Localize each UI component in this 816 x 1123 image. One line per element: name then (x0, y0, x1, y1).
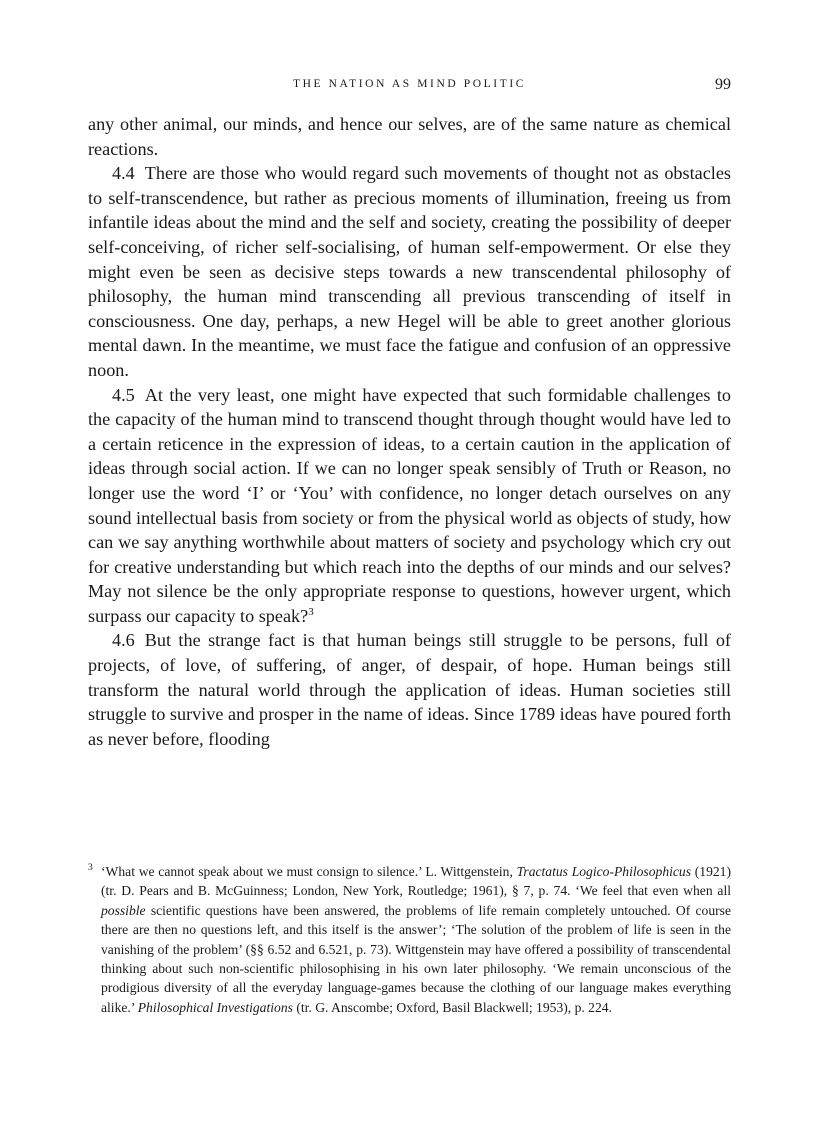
running-head (88, 76, 731, 96)
footnote-reference[interactable]: 3 (308, 605, 314, 618)
paragraph-4-5 (88, 383, 731, 629)
continuation-paragraph: any other animal, our minds, and hence our selves, are of the same nature as chemical reactions. (88, 114, 731, 159)
footnote-text: (tr. G. Anscombe; Oxford, Basil Blackwell; 1953), p. 224. (292, 999, 612, 1015)
body-text (88, 112, 731, 751)
footnote-text: ‘What we cannot speak about we must consign to silence.’ L. Wittgenstein, (101, 864, 517, 879)
paragraph-text: At the very least, one might have expected that such formidable challenges to the capacity of the human mind to transcend thought through thought would have led to a certain reticence in the expression of ideas, to a certain caution in the application of ideas through social action. If we can no longer speak sensibly of Truth or Reason, no longer use the word ‘I’ or ‘You’ with confidence, no longer detach ourselves on any sound intellectual basis from society or from the physical world as objects of study, how can we say anything worthwhile about matters of society and psychology which cry out for creative understanding but which reach into the depths of our minds and our selves? May not silence be the only appropriate response to questions, however urgent, which surpass our capacity to speak? (88, 384, 731, 626)
section-number: 4.4 (112, 163, 135, 184)
paragraph-4-6 (88, 628, 731, 751)
running-title: THE NATION AS MIND POLITIC (292, 78, 527, 90)
work-title: Philosophical Investigations (137, 999, 293, 1015)
paragraph-text: There are those who would regard such movements of thought not as obstacles to self-transcendence, but rather as precious moments of illumination, freeing us from infantile ideas about the mind and the self and society, creating the possibility of deeper self-conceiving, of richer self-socialising, of human self-empowerment. Or else they might even be seen as decisive steps towards a new transcendental philosophy of philosophy, the human mind transcending all previous transcending of itself in consciousness. One day, perhaps, a new Hegel will be able to greet another glorious mental dawn. In the meantime, we must face the fatigue and confusion of an oppressive noon. (88, 163, 731, 380)
footnote-text: (1921) (tr. D. Pears and B. McGuinness; London, New York, Routledge; 1961), § 7, p. 74. ‘We feel that even when all (101, 864, 731, 899)
page-number: 99 (715, 76, 731, 93)
work-title: Tractatus Logico-Philosophicus (516, 864, 692, 879)
emphasis: possible (101, 902, 146, 918)
paragraph-text: But the strange fact is that human beings still struggle to be persons, full of projects, of love, of suffering, of anger, of despair, of hope. Human beings still transform the natural world through the application of ideas. Human societies still struggle to survive and prosper in the name of ideas. Since 1789 ideas have poured forth as never before, flooding (88, 630, 731, 749)
footnotes (88, 862, 731, 1017)
section-number: 4.5 (112, 384, 135, 405)
footnote-text: scientific questions have been answered, the problems of life remain completely untouched. Of course there are then no questions left, and this itself is the answer’; ‘The solution of the problem of life is seen in the vanishing of the problem’ (§§ 6.52 and 6.521, p. 73). Wittgenstein may have offered a possibility of transcendental thinking about such non-scientific philosophising in his own later philosophy. ‘We remain unconscious of the prodigious diversity of all the everyday language-games because the clothing of our language makes everything alike.’ (101, 902, 731, 1015)
footnote-mark: 3 (88, 863, 93, 873)
paragraph-4-4 (88, 161, 731, 382)
section-number: 4.6 (112, 630, 135, 651)
footnote-3 (88, 862, 731, 1017)
